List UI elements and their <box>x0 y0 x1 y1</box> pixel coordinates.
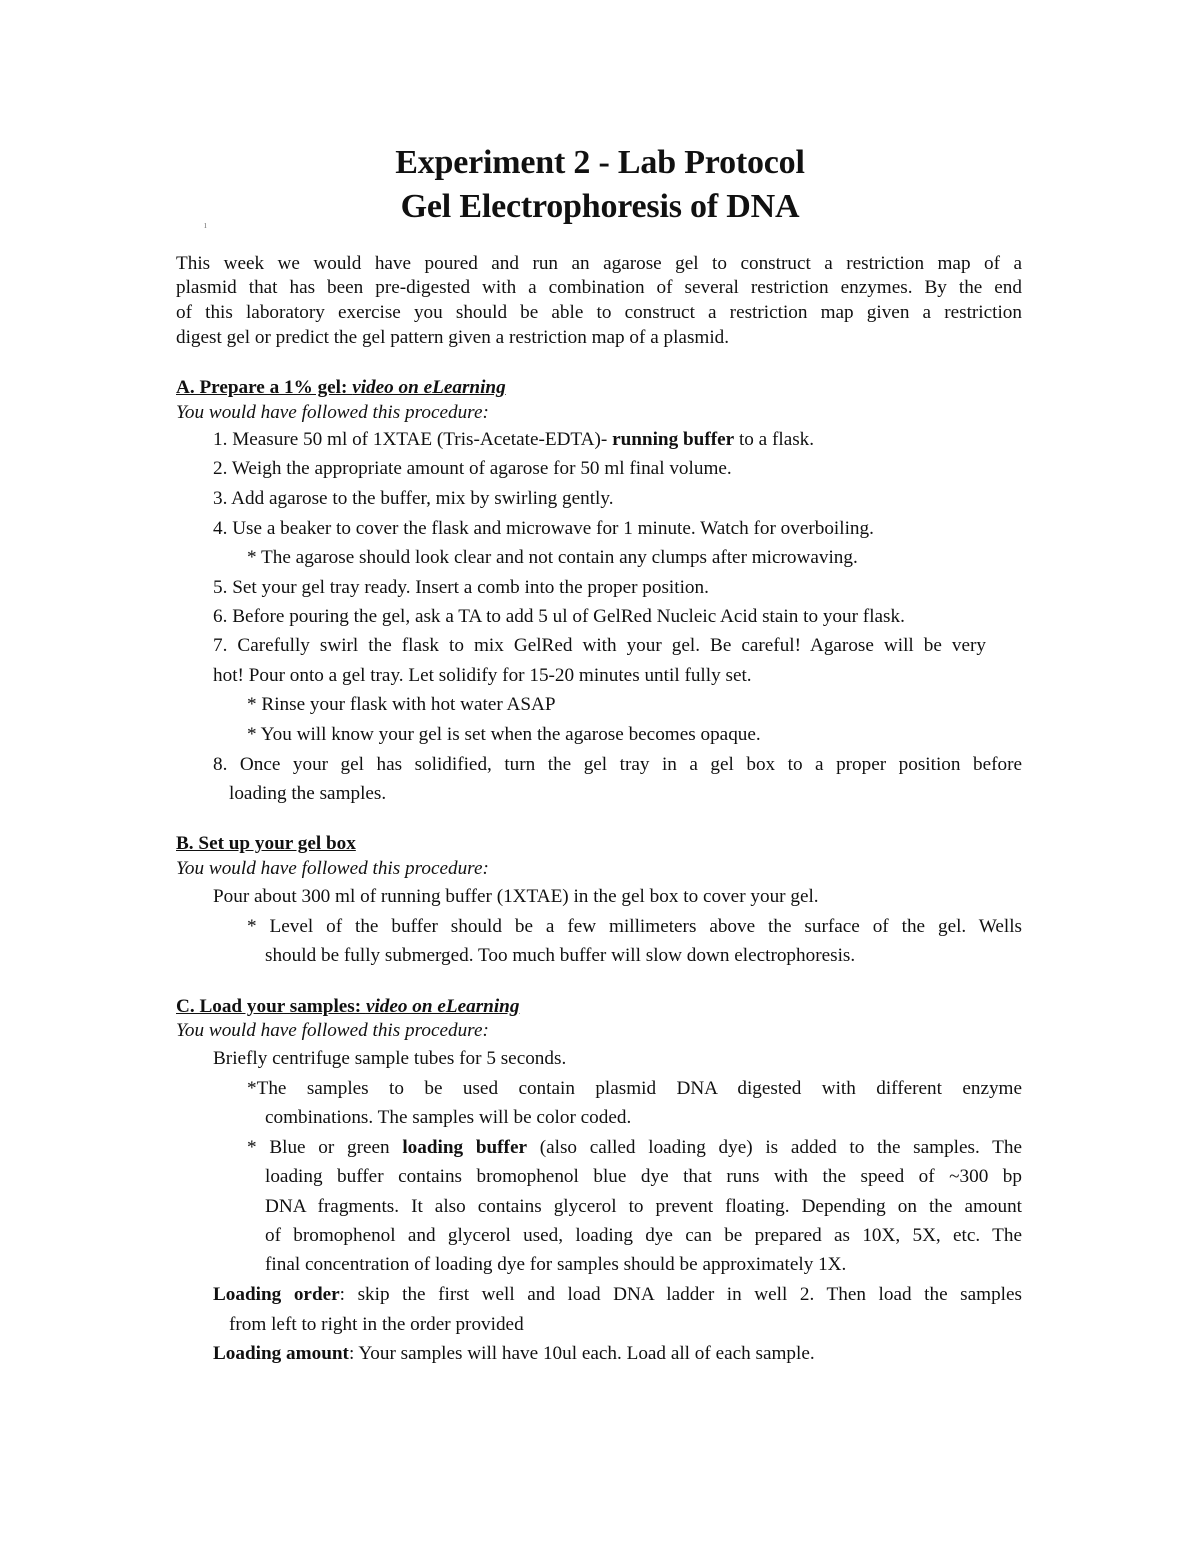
section-a-step-8-line-1: 8. Once your gel has solidified, turn the gel tray in a gel box to a proper position before <box>213 754 1022 775</box>
document-title-line1: Experiment 2 - Lab Protocol <box>395 144 805 181</box>
section-c-subtitle: You would have followed this procedure: <box>176 1020 489 1041</box>
section-b-note-line-1: * Level of the buffer should be a few millimeters above the surface of the gel. Wells <box>247 916 1022 937</box>
section-a-step-7-line-2: hot! Pour onto a gel tray. Let solidify for 15-20 minutes until fully set. <box>213 665 752 686</box>
section-c-note-2-line-2: loading buffer contains bromophenol blue dye that runs with the speed of ~300 bp <box>265 1166 1022 1187</box>
section-a-heading: A. Prepare a 1% gel: video on eLearning <box>176 377 506 398</box>
intro-line-4: digest gel or predict the gel pattern given a restriction map of a plasmid. <box>176 327 730 348</box>
section-c-note-1-line-2: combinations. The samples will be color coded. <box>265 1107 632 1128</box>
document-title-line2: Gel Electrophoresis of DNA <box>400 188 800 225</box>
section-c-note-1-line-1: *The samples to be used contain plasmid DNA digested with different enzyme <box>247 1078 1022 1099</box>
section-c-line-1: Briefly centrifuge sample tubes for 5 seconds. <box>213 1048 567 1069</box>
section-b-note-line-2: should be fully submerged. Too much buffer will slow down electrophoresis. <box>265 945 856 966</box>
section-a-step-3: 3. Add agarose to the buffer, mix by swirling gently. <box>213 488 614 509</box>
intro-line-2: plasmid that has been pre-digested with a combination of several restriction enzymes. By the end <box>176 277 1022 298</box>
section-b-line-1: Pour about 300 ml of running buffer (1XTAE) in the gel box to cover your gel. <box>213 886 819 907</box>
section-c-note-2-line-4: of bromophenol and glycerol used, loading dye can be prepared as 10X, 5X, etc. The <box>265 1225 1022 1246</box>
section-a-step-2: 2. Weigh the appropriate amount of agarose for 50 ml final volume. <box>213 458 732 479</box>
section-c-loading-order-line-2: from left to right in the order provided <box>229 1314 524 1335</box>
intro-line-1: This week we would have poured and run an agarose gel to construct a restriction map of a <box>176 253 1022 274</box>
section-a-step-7-note-1: * Rinse your flask with hot water ASAP <box>247 694 556 715</box>
section-c-heading: C. Load your samples: video on eLearning <box>176 996 520 1017</box>
section-a-subtitle: You would have followed this procedure: <box>176 402 489 423</box>
section-c-note-2-line-1: * Blue or green loading buffer (also called loading dye) is added to the samples. The <box>247 1137 1022 1158</box>
section-a-step-5: 5. Set your gel tray ready. Insert a comb into the proper position. <box>213 577 709 598</box>
section-a-step-7-line-1: 7. Carefully swirl the flask to mix GelRed with your gel. Be careful! Agarose will be very <box>213 635 986 656</box>
section-a-video-link[interactable]: video on eLearning <box>352 377 506 398</box>
section-a-step-8-line-2: loading the samples. <box>229 783 387 804</box>
section-c-loading-order-line-1: Loading order: skip the first well and load DNA ladder in well 2. Then load the samples <box>213 1284 1022 1305</box>
section-a-step-4: 4. Use a beaker to cover the flask and microwave for 1 minute. Watch for overboiling. <box>213 518 874 539</box>
scan-mark: ı <box>204 220 207 231</box>
section-a-step-7-note-2: * You will know your gel is set when the agarose becomes opaque. <box>247 724 761 745</box>
section-c-video-link[interactable]: video on eLearning <box>365 996 520 1017</box>
section-b-heading: B. Set up your gel box <box>176 833 356 854</box>
section-c-note-2-line-3: DNA fragments. It also contains glycerol to prevent floating. Depending on the amount <box>265 1196 1022 1217</box>
section-a-step-4-note: * The agarose should look clear and not contain any clumps after microwaving. <box>247 547 858 568</box>
intro-line-3: of this laboratory exercise you should be able to construct a restriction map given a restriction <box>176 302 1022 323</box>
section-c-loading-amount: Loading amount: Your samples will have 10ul each. Load all of each sample. <box>213 1343 815 1364</box>
section-c-note-2-line-5: final concentration of loading dye for samples should be approximately 1X. <box>265 1254 847 1275</box>
section-a-step-6: 6. Before pouring the gel, ask a TA to add 5 ul of GelRed Nucleic Acid stain to your flask. <box>213 606 905 627</box>
section-a-step-1: 1. Measure 50 ml of 1XTAE (Tris-Acetate-EDTA)- running buffer to a flask. <box>213 429 815 450</box>
section-b-subtitle: You would have followed this procedure: <box>176 858 489 879</box>
